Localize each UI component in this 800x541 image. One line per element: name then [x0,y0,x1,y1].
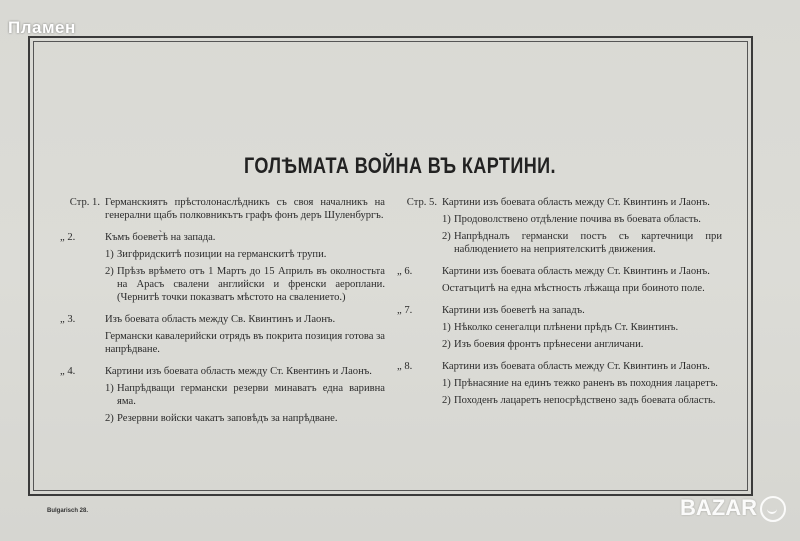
page-number: „ 8. [397,361,413,372]
page-number: „ 2. [60,232,76,243]
page-number: Стр. 5. [406,197,437,208]
contents-entry [397,360,722,407]
entry-subitem [442,338,722,351]
entry-subitem [442,377,722,390]
entry-subitem [442,394,722,407]
printer-footer-note: Bulgarisch 28. [47,508,89,514]
page-number: „ 7. [397,305,413,316]
entry-heading: Изъ боевата область между Св. Квинтинъ и Лаонъ. [105,314,336,325]
subitem-number: 2) [442,231,451,242]
entry-note: Германски кавалерийски отрядъ въ покрита позиция готова за напрѣдване. [105,331,385,355]
entry-heading: Картини изъ боевата область между Ст. Квентинъ и Лаонъ. [105,366,372,377]
entry-heading: Германскиятъ прѣстолонаслѣдникъ съ своя началникъ на генерални щабъ полковникътъ графъ фонъ деръ Шуленбургъ. [105,197,385,221]
subitem-text: Резервни войски чакатъ заповѣдъ за напрѣдване. [117,413,338,424]
watermark-logo [680,495,786,522]
entry-subitem [105,382,385,408]
entry-subitem [442,213,722,226]
subitem-text: Прѣзъ врѣмето отъ 1 Мартъ до 15 Априлъ въ околностьта на Арасъ свалени английски и френски аероплани. (Чернитѣ точки показватъ мѣстото на свалението.) [117,266,385,303]
subitem-text: Изъ боевия фронтъ прѣнесени англичани. [454,339,644,350]
subitem-number: 2) [105,413,114,424]
contents-column-right [397,196,722,416]
contents-entry [397,196,722,256]
page-title: ГОЛѢМАТА ВОЙНА ВЪ КАРТИНИ. [244,153,556,178]
subitem-text: Прѣнасяние на единъ тежко раненъ въ походния лацаретъ. [454,378,718,389]
watermark-text: BAZAR [680,495,757,520]
subitem-number: 2) [442,339,451,350]
subitem-text: Нѣколко сенегалци плѣнени прѣдъ Ст. Квинтинъ. [454,322,679,333]
subitem-text: Зигфридскитѣ позиции на германскитѣ трупи. [117,249,327,260]
watermark-smile-icon [760,496,786,522]
entry-heading: Картини изъ боевата область между Ст. Квинтинъ и Лаонъ. [442,266,710,277]
subitem-number: 1) [105,383,114,394]
page-number: Стр. 1. [69,197,100,208]
subitem-number: 1) [442,322,451,333]
contents-entry [60,313,385,356]
subitem-number: 1) [442,378,451,389]
subitem-text: Походенъ лацаретъ непосрѣдствено задъ боевата область. [454,395,716,406]
entry-heading: Къмъ боевет̀ѣ на запада. [105,232,216,243]
subitem-text: Напрѣдващи германски резерви минаватъ една варивна яма. [117,383,385,407]
subitem-text: Напрѣдналъ германски постъ съ картечници при наблюдението на неприятелскитѣ движения. [454,231,722,255]
subitem-number: 1) [105,249,114,260]
contents-entry [60,231,385,304]
entry-subitem [105,265,385,304]
subitem-number: 2) [105,266,114,277]
entry-subitem [105,248,385,261]
page-number: „ 3. [60,314,76,325]
site-logo-text[interactable]: Пламен [8,18,76,37]
entry-heading: Картини изъ боеветѣ на западъ. [442,305,585,316]
entry-subitem [442,230,722,256]
entry-subitem [442,321,722,334]
page-number: „ 4. [60,366,76,377]
page-number: „ 6. [397,266,413,277]
contents-entry [397,304,722,351]
contents-entry [60,365,385,425]
contents-entry [397,265,722,295]
subitem-number: 1) [442,214,451,225]
entry-heading: Картини изъ боевата область между Ст. Квинтинъ и Лаонъ. [442,361,710,372]
entry-heading: Картини изъ боевата область между Ст. Квинтинъ и Лаонъ. [442,197,710,208]
entry-subitem [105,412,385,425]
subitem-number: 2) [442,395,451,406]
contents-column-left [60,196,385,434]
entry-note: Остатъцитѣ на една мѣстность лѣжаща при боиното поле. [442,283,705,294]
subitem-text: Продоволствено отдѣление почива въ боевата область. [454,214,701,225]
contents-entry [60,196,385,222]
